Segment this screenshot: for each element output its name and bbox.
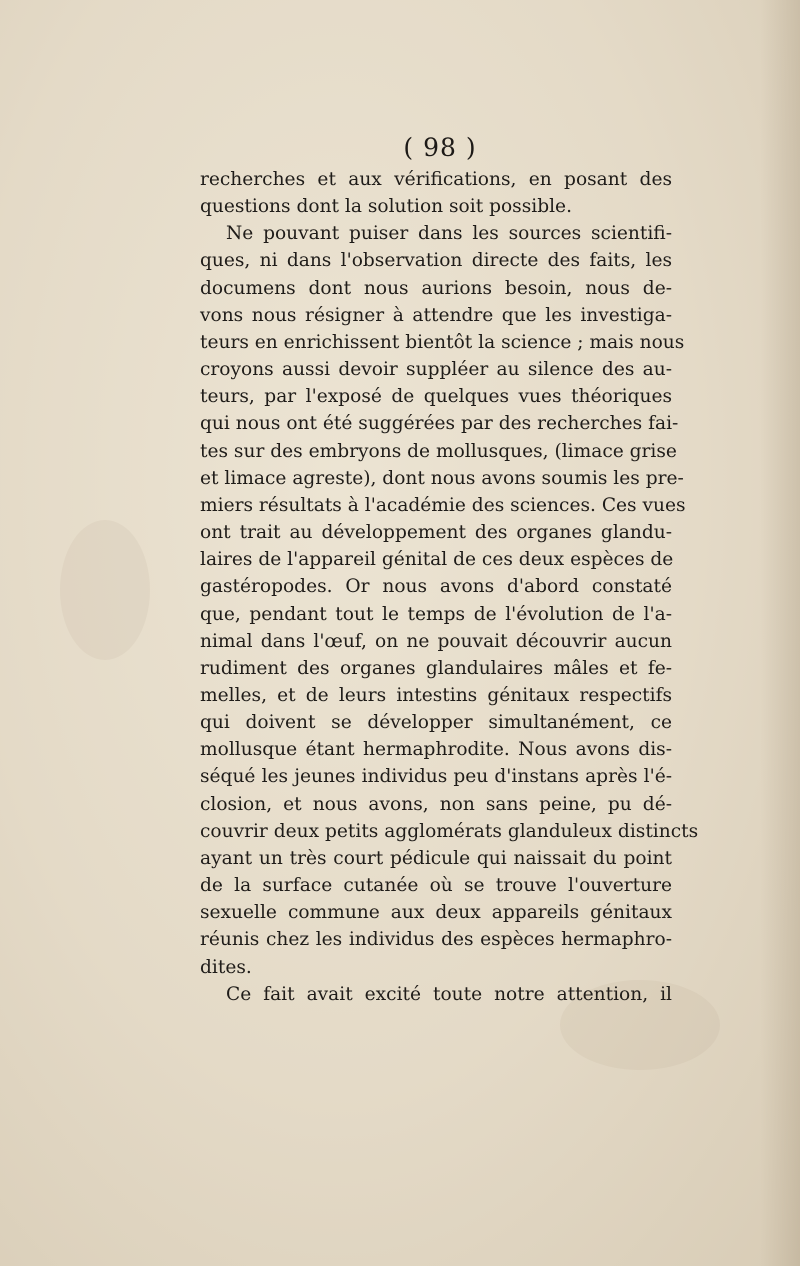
page-number: ( 98 ) — [403, 133, 477, 162]
text-line: de la surface cutanée où se trouve l'ouverture — [200, 875, 672, 897]
text-line: et limace agreste), dont nous avons soumis les pre- — [200, 467, 684, 489]
text-line: croyons aussi devoir suppléer au silence des au- — [200, 359, 672, 381]
text-line: ayant un très court pédicule qui naissait du point — [200, 847, 672, 869]
text-line: laires de l'appareil génital de ces deux espèces de — [200, 549, 674, 571]
text-line: closion, et nous avons, non sans peine, pu dé- — [200, 793, 672, 815]
text-line: qui doivent se développer simultanément, ce — [200, 712, 672, 734]
text-line: nimal dans l'œuf, on ne pouvait découvrir aucun — [200, 630, 672, 652]
text-line: miers résultats à l'académie des sciences. Ces vues — [200, 494, 686, 516]
text-line: recherches et aux vérifications, en posant des — [200, 169, 672, 190]
text-line: couvrir deux petits agglomérats glanduleux distincts — [200, 820, 699, 842]
text-line: questions dont la solution soit possible. — [200, 196, 572, 218]
text-line: vons nous résigner à attendre que les investiga- — [200, 304, 672, 326]
page-edge-shadow — [760, 0, 800, 1266]
text-line: teurs, par l'exposé de quelques vues théoriques — [200, 386, 672, 408]
text-line: Ce fait avait excité toute notre attention, il — [226, 983, 672, 1005]
text-line: melles, et de leurs intestins génitaux respectifs — [200, 684, 672, 706]
text-line: teurs en enrichissent bientôt la science ; mais nous — [200, 331, 685, 353]
text-line: ont trait au développement des organes glandu- — [200, 522, 672, 544]
text-line: documens dont nous aurions besoin, nous de- — [200, 277, 672, 299]
text-line: dites. — [200, 956, 252, 978]
text-line: séqué les jeunes individus peu d'instans après l'é- — [200, 766, 672, 788]
text-line: tes sur des embryons de mollusques, (limace grise — [200, 440, 677, 462]
text-line: mollusque étant hermaphrodite. Nous avons dis- — [200, 739, 672, 761]
text-line: qui nous ont été suggérées par des recherches fai- — [200, 413, 679, 435]
text-line: rudiment des organes glandulaires mâles et fe- — [200, 657, 672, 679]
text-line: gastéropodes. Or nous avons d'abord constaté — [200, 576, 672, 598]
text-line: Ne pouvant puiser dans les sources scientifi- — [226, 223, 672, 245]
paper-stain — [60, 520, 150, 660]
text-line: que, pendant tout le temps de l'évolution de l'a- — [200, 603, 672, 625]
text-line: ques, ni dans l'observation directe des faits, les — [200, 250, 672, 272]
text-line: sexuelle commune aux deux appareils génitaux — [200, 902, 672, 924]
body-text — [200, 166, 699, 1008]
text-line: réunis chez les individus des espèces hermaphro- — [200, 929, 672, 951]
